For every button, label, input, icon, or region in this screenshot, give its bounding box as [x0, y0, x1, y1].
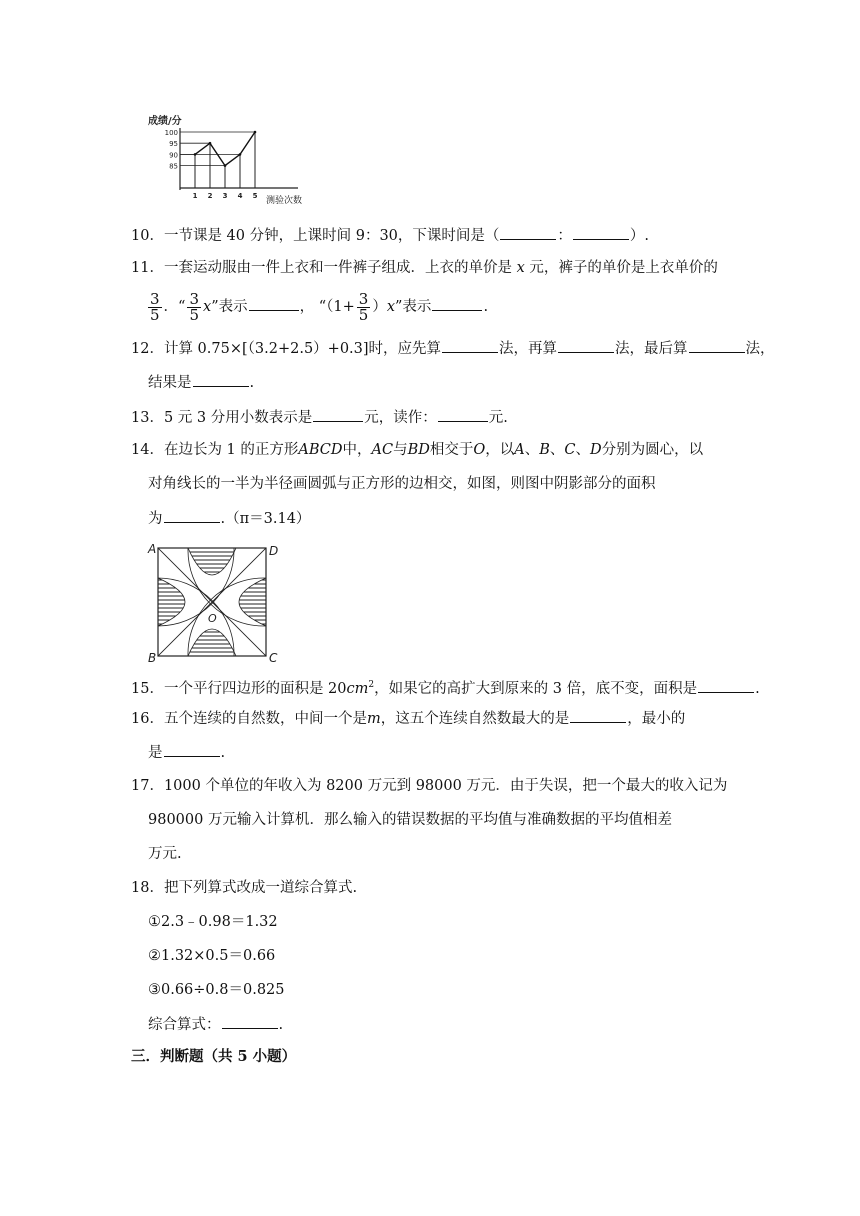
y-tick-label: 90: [169, 151, 178, 160]
question-14-line-1: 14．在边长为 1 的正方形ABCD中，AC与BD相交于O，以A、B、C、D分别为圆心，以: [131, 442, 704, 458]
y-tick-label: 95: [169, 140, 178, 149]
answer-blank[interactable]: [222, 1014, 278, 1029]
chart-xlabel: 测验次数: [266, 196, 303, 204]
shaded-region-right: [239, 578, 266, 626]
question-number: 14．: [131, 442, 164, 458]
question-11-line-2: $\frac{3}{5}$ ．“ $\frac{3}{5}$ x”表示 ， “（1+ $\frac{3}{5}$ ）x”表示 .: [150, 289, 489, 324]
x-tick-label: 3: [222, 192, 228, 200]
x-tick-label: 2: [207, 192, 213, 200]
center-label-o: O: [208, 612, 217, 625]
shaded-region-bottom: [188, 629, 236, 656]
section-heading: 三．判断题（共 5 小题）: [131, 1048, 297, 1065]
answer-blank[interactable]: [570, 708, 626, 723]
question-number: 12．: [131, 341, 164, 357]
question-16-line-2: 是 .: [148, 742, 225, 763]
question-number: 11．: [131, 260, 164, 276]
question-14-line-3: 为 .（π＝3.14）: [148, 508, 310, 529]
data-point: [194, 153, 197, 156]
answer-blank[interactable]: [573, 225, 629, 240]
question-11-line-1: 11．一套运动服由一件上衣和一件裤子组成．上衣的单价是 x 元，裤子的单价是上衣单价的: [131, 260, 718, 276]
data-point: [254, 131, 257, 134]
combined-expression: 综合算式： .: [148, 1014, 283, 1035]
equation-3: ③0.66÷0.8＝0.825: [148, 982, 285, 998]
x-tick-label: 1: [192, 192, 198, 200]
vertex-label-d: D: [269, 544, 279, 558]
question-number: 17．: [131, 778, 164, 794]
question-number: 16．: [131, 711, 164, 727]
x-tick-label: 5: [252, 192, 258, 200]
question-17-line-1: 17．1000 个单位的年收入为 8200 万元到 98000 万元．由于失误，把一个最大的收入记为: [131, 778, 728, 794]
question-12-line-2: 结果是 .: [148, 372, 254, 393]
chart-ylabel: 成绩/分: [148, 116, 182, 127]
question-16-line-1: 16．五个连续的自然数，中间一个是m，这五个连续自然数最大的是 ，最小的: [131, 708, 685, 729]
question-17-line-3: 万元.: [148, 846, 182, 862]
data-point: [209, 142, 212, 145]
y-tick-label: 85: [169, 162, 178, 171]
question-number: 15．: [131, 680, 164, 697]
fraction: $\frac{3}{5}$: [189, 289, 200, 324]
y-tick-label: 100: [164, 129, 178, 137]
vertex-label-b: B: [148, 651, 157, 665]
question-18-line-1: 18．把下列算式改成一道综合算式.: [131, 880, 358, 896]
answer-blank[interactable]: [442, 338, 498, 353]
shaded-region-top: [188, 548, 236, 575]
answer-blank[interactable]: [689, 338, 745, 353]
answer-blank[interactable]: [249, 296, 299, 311]
equation-2: ②1.32×0.5＝0.66: [148, 948, 276, 964]
question-10: 10．一节课是 40 分钟，上课时间 9：30，下课时间是（ ： ）.: [131, 225, 649, 246]
answer-blank[interactable]: [313, 407, 363, 422]
answer-blank[interactable]: [500, 225, 556, 240]
answer-blank[interactable]: [193, 372, 249, 387]
question-number: 10．: [131, 228, 164, 244]
vertex-label-c: C: [269, 651, 278, 665]
question-number: 13．: [131, 410, 164, 426]
series-line: [195, 132, 255, 166]
data-point: [224, 164, 227, 167]
shaded-region-left: [158, 578, 185, 626]
equation-1: ①2.3﹣0.98＝1.32: [148, 914, 278, 930]
answer-blank[interactable]: [164, 742, 220, 757]
x-tick-label: 4: [237, 192, 243, 200]
question-12-line-1: 12．计算 0.75×[（3.2+2.5）+0.3]时，应先算 法，再算 法，最后算 法，: [131, 338, 775, 359]
answer-blank[interactable]: [558, 338, 614, 353]
score-line-chart: [148, 112, 318, 204]
answer-blank[interactable]: [164, 508, 220, 523]
question-15: 15．一个平行四边形的面积是 $20cm^2$，如果它的高扩大到原来的 3 倍，底不变，面积是 .: [131, 675, 760, 699]
answer-blank[interactable]: [432, 296, 482, 311]
question-17-line-2: 980000 万元输入计算机．那么输入的错误数据的平均值与准确数据的平均值相差: [148, 812, 672, 828]
answer-blank[interactable]: [438, 407, 488, 422]
square-arcs-figure: [146, 538, 286, 666]
question-number: 18．: [131, 880, 164, 896]
question-14-line-2: 对角线长的一半为半径画圆弧与正方形的边相交，如图，则图中阴影部分的面积: [148, 476, 656, 492]
vertex-label-a: A: [148, 542, 157, 556]
data-point: [239, 153, 242, 156]
fraction: $\frac{3}{5}$: [150, 289, 160, 324]
fraction: $\frac{3}{5}$: [358, 289, 369, 324]
question-13: 13．5 元 3 分用小数表示是 元，读作： 元.: [131, 407, 508, 428]
answer-blank[interactable]: [698, 678, 754, 693]
